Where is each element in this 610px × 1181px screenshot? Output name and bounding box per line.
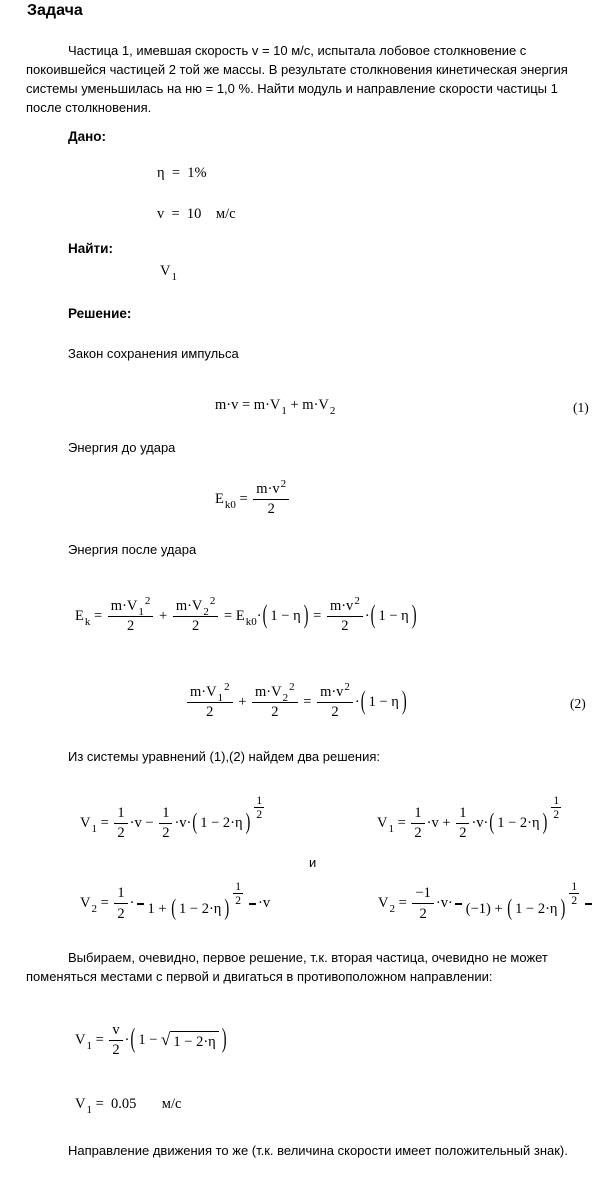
direction-note: Направление движения то же (т.к. величина скорости имеет положительный знак). <box>68 1143 568 1158</box>
v1-result-formula: V1 = 0.05 м/с <box>75 1096 182 1116</box>
equation-1-label: (1) <box>573 400 589 415</box>
solution1-v1-formula: V1 = $\frac{1}{2}$ ·v − $\frac{1}{2}$ ·v·( 1 − 2·η ) $\frac{1}{2}$ <box>80 795 263 842</box>
and-conjunction: и <box>309 855 317 870</box>
given-eta-formula: η = 1% <box>157 165 207 182</box>
momentum-equation: m·v = m·V1 + m·V2 <box>215 397 336 417</box>
solution2-v2-formula: V2 = $\frac{-1}{2}$ ·v· (−1) + ( 1 − 2·η ) $\frac{1}{2}$ <box>378 880 594 928</box>
choice-explanation: Выбираем, очевидно, первое решение, т.к. вторая частица, очевидно не может поменяться местами с первой и двигаться в противоположном направлении: <box>26 950 548 984</box>
given-label: Дано: <box>68 129 107 144</box>
energy-before-caption: Энергия до удара <box>68 440 176 455</box>
find-label: Найти: <box>68 241 113 256</box>
v1-final-formula: V1 = $\frac{v}{2}$ ·( 1 − √ 1 − 2·η ) <box>75 1022 227 1059</box>
given-velocity-formula: v = 10 м/с <box>157 206 236 223</box>
energy-after-formula: Ek = $\frac{m\cdot V12}{2}$ + $\frac{m\cdot V22}{2}$ = Ek0·( 1 − η ) = $\frac{m\cdot v2}{2}$ ·( 1 − η ) <box>75 594 417 635</box>
page-title: Задача <box>27 2 83 19</box>
energy-before-formula: Ek0 = $\frac{m\cdot v2}{2}$ <box>215 481 291 518</box>
momentum-law-caption: Закон сохранения импульса <box>68 346 239 361</box>
energy-after-caption: Энергия после удара <box>68 542 197 557</box>
problem-statement: Частица 1, имевшая скорость v = 10 м/с, испытала лобовое столкновение с покоившейся частицей 2 той же массы. В результате столкновения кинетическая энергия системы уменьшилась на ню = 1,0 %. Найти модуль и направление скорости частицы 1 после столкновения. <box>26 43 568 115</box>
solution1-v2-formula: V2 = $\frac{1}{2}$ · 1 + ( 1 − 2·η ) $\frac{1}{2}$ ·v <box>80 881 271 922</box>
find-v1-formula: V1 <box>160 263 177 283</box>
two-solutions-caption: Из системы уравнений (1),(2) найдем два решения: <box>68 749 380 764</box>
solution-label: Решение: <box>68 306 132 321</box>
solution2-v1-formula: V1 = $\frac{1}{2}$ ·v + $\frac{1}{2}$ ·v·( 1 − 2·η ) $\frac{1}{2}$ <box>377 795 560 842</box>
energy-equation-2: $\frac{m\cdot V12}{2}$ + $\frac{m\cdot V22}{2}$ = $\frac{m\cdot v2}{2}$ ·( 1 − η ) <box>185 684 408 721</box>
equation-2-label: (2) <box>570 696 586 711</box>
